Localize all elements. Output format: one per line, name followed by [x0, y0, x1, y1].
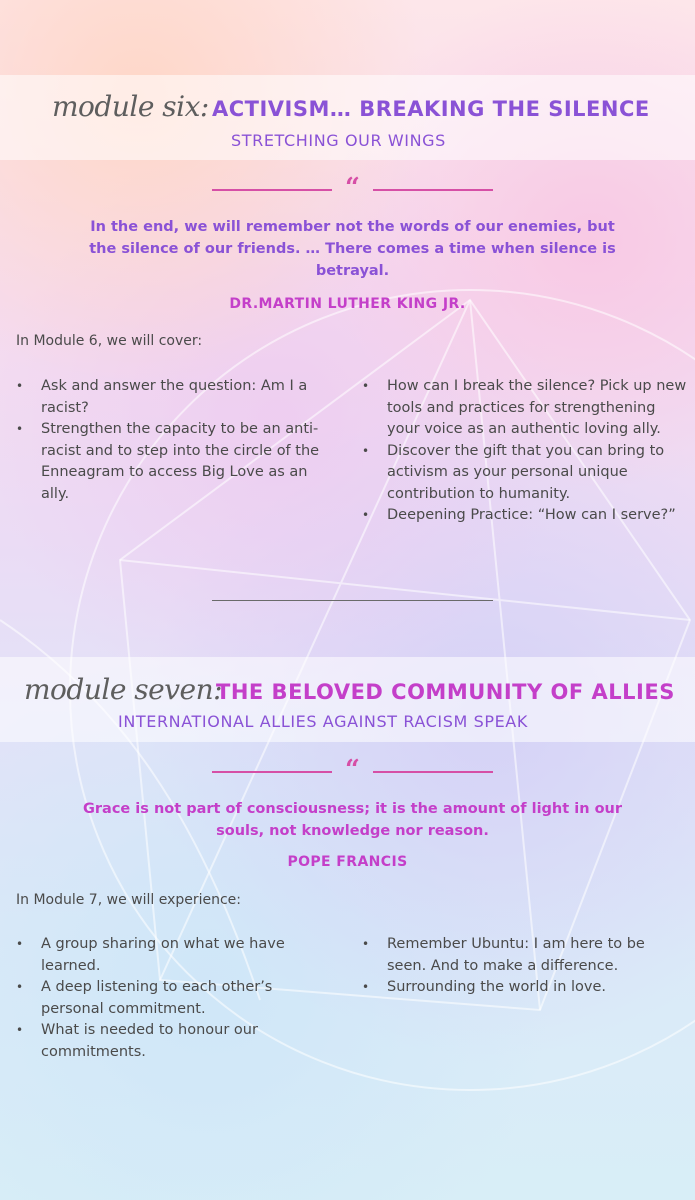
module-six-title: ACTIVISM… BREAKING THE SILENCE: [212, 97, 650, 121]
list-item: • Surrounding the world in love.: [362, 977, 667, 999]
section-divider: [212, 600, 493, 601]
list-item: • Discover the gift that you can bring to activism as your personal unique contribution to humanity.: [362, 441, 687, 506]
list-item: • Deepening Practice: “How can I serve?”: [362, 505, 687, 527]
module-seven-quote: Grace is not part of consciousness; it is the amount of light in our souls, not knowledge nor reason.: [82, 801, 623, 839]
module-six-left-list: [16, 376, 331, 505]
list-item: • Remember Ubuntu: I am here to be seen. And to make a difference.: [362, 934, 667, 977]
module-six-quote: In the end, we will remember not the words of our enemies, but the silence of our friends. … There comes a time when silence is betrayal.: [89, 219, 616, 279]
module-seven-right-list: [362, 934, 667, 999]
list-item: • What is needed to honour our commitments.: [16, 1020, 306, 1063]
module-seven-intro: In Module 7, we will experience:: [16, 892, 242, 908]
module-six-right-list: [362, 376, 687, 527]
module-six-subtitle: STRETCHING OUR WINGS: [231, 131, 446, 150]
list-item: • How can I break the silence? Pick up new tools and practices for strengthening your voice as an authentic loving ally.: [362, 376, 687, 441]
module-seven-quote-divider: [212, 755, 493, 785]
module-seven-left-list: [16, 934, 306, 1063]
quote-mark-icon: “: [345, 173, 360, 203]
list-item: • Ask and answer the question: Am I a racist?: [16, 376, 331, 419]
list-item: • Strengthen the capacity to be an anti-racist and to step into the circle of the Enneagram to access Big Love as an ally.: [16, 419, 331, 505]
module-seven-subtitle: INTERNATIONAL ALLIES AGAINST RACISM SPEAK: [118, 712, 528, 731]
module-six-intro: In Module 6, we will cover:: [16, 333, 203, 349]
module-six-script-label: module six:: [52, 90, 209, 123]
module-six-quote-author: DR.MARTIN LUTHER KING JR.: [229, 296, 466, 312]
list-item: • A group sharing on what we have learned.: [16, 934, 306, 977]
quote-mark-icon: “: [345, 755, 360, 785]
module-seven-title: THE BELOVED COMMUNITY OF ALLIES: [216, 680, 675, 704]
module-seven-quote-author: POPE FRANCIS: [287, 854, 408, 870]
module-seven-script-label: module seven:: [24, 673, 223, 706]
list-item: • A deep listening to each other’s personal commitment.: [16, 977, 306, 1020]
module-six-quote-divider: [212, 173, 493, 203]
